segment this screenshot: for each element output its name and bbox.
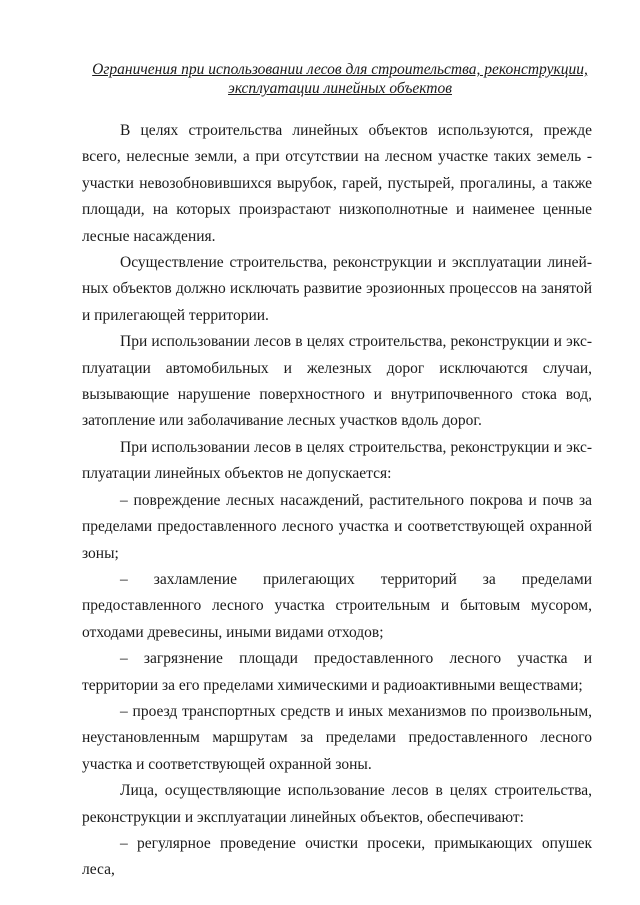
list-item-pollution: – загрязнение площади предоставленного лесного участка и территории за его пределами химическими и радиоактивными веществами; bbox=[82, 650, 592, 694]
list-item-clearing: – регулярное проведение очистки просеки, примыкающих опушек леса, bbox=[82, 834, 592, 879]
paragraph-intro: В целях строительства линейных объектов используются, прежде всего, нелесные земли, а при отсутствии на лесном участке таких земель - участки невозобновившихся вырубок, гарей, пустырей, прогалины, а также площади, на которых произрастают низкополнотные и наименее ценные лесные насаждения. bbox=[82, 122, 592, 245]
title-line-1: Ограничения при использовании лесов для строительства, реконструкции, bbox=[92, 61, 588, 78]
paragraph-obligations-heading: Лица, осуществляющие использование лесов в целях строительства, реконструкции и эксплуатации линейных объектов, обеспечивают: bbox=[82, 782, 592, 826]
title-line-2: эксплуатации линейных объектов bbox=[228, 80, 452, 97]
list-item-damage: – повреждение лесных насаждений, растительного покрова и почв за пределами предоставленного лесного участка и соответствующей охранной зоны; bbox=[82, 491, 592, 562]
list-item-vehicles: – проезд транспортных средств и иных механизмов по произвольным, неустановленным маршрутам за пределами предоставленного лесного участка и соответствующей охранной зоны. bbox=[82, 702, 592, 773]
paragraph-erosion: Осуществление строительства, реконструкции и эксплуатации линейных объектов должно исключать развитие эрозионных процессов на занятой и прилегающей территории. bbox=[82, 254, 592, 324]
list-item-littering: – захламление прилегающих территорий за пределами предоставленного лесного участка строительным и бытовым мусором, отходами древесины, иными видами отходов; bbox=[82, 570, 592, 641]
paragraph-roads: При использовании лесов в целях строительства, реконструкции и эксплуатации автомобильных и железных дорог исключаются случаи, вызывающие нарушение поверхностного и внутрипочвенного стока вод, затопление или заболачивание лесных участков вдоль дорог. bbox=[82, 333, 592, 430]
document-title bbox=[80, 60, 600, 98]
document-body bbox=[82, 118, 592, 884]
paragraph-prohibitions-heading: При использовании лесов в целях строительства, реконструкции и эксплуатации линейных объектов не допускается: bbox=[82, 438, 592, 483]
